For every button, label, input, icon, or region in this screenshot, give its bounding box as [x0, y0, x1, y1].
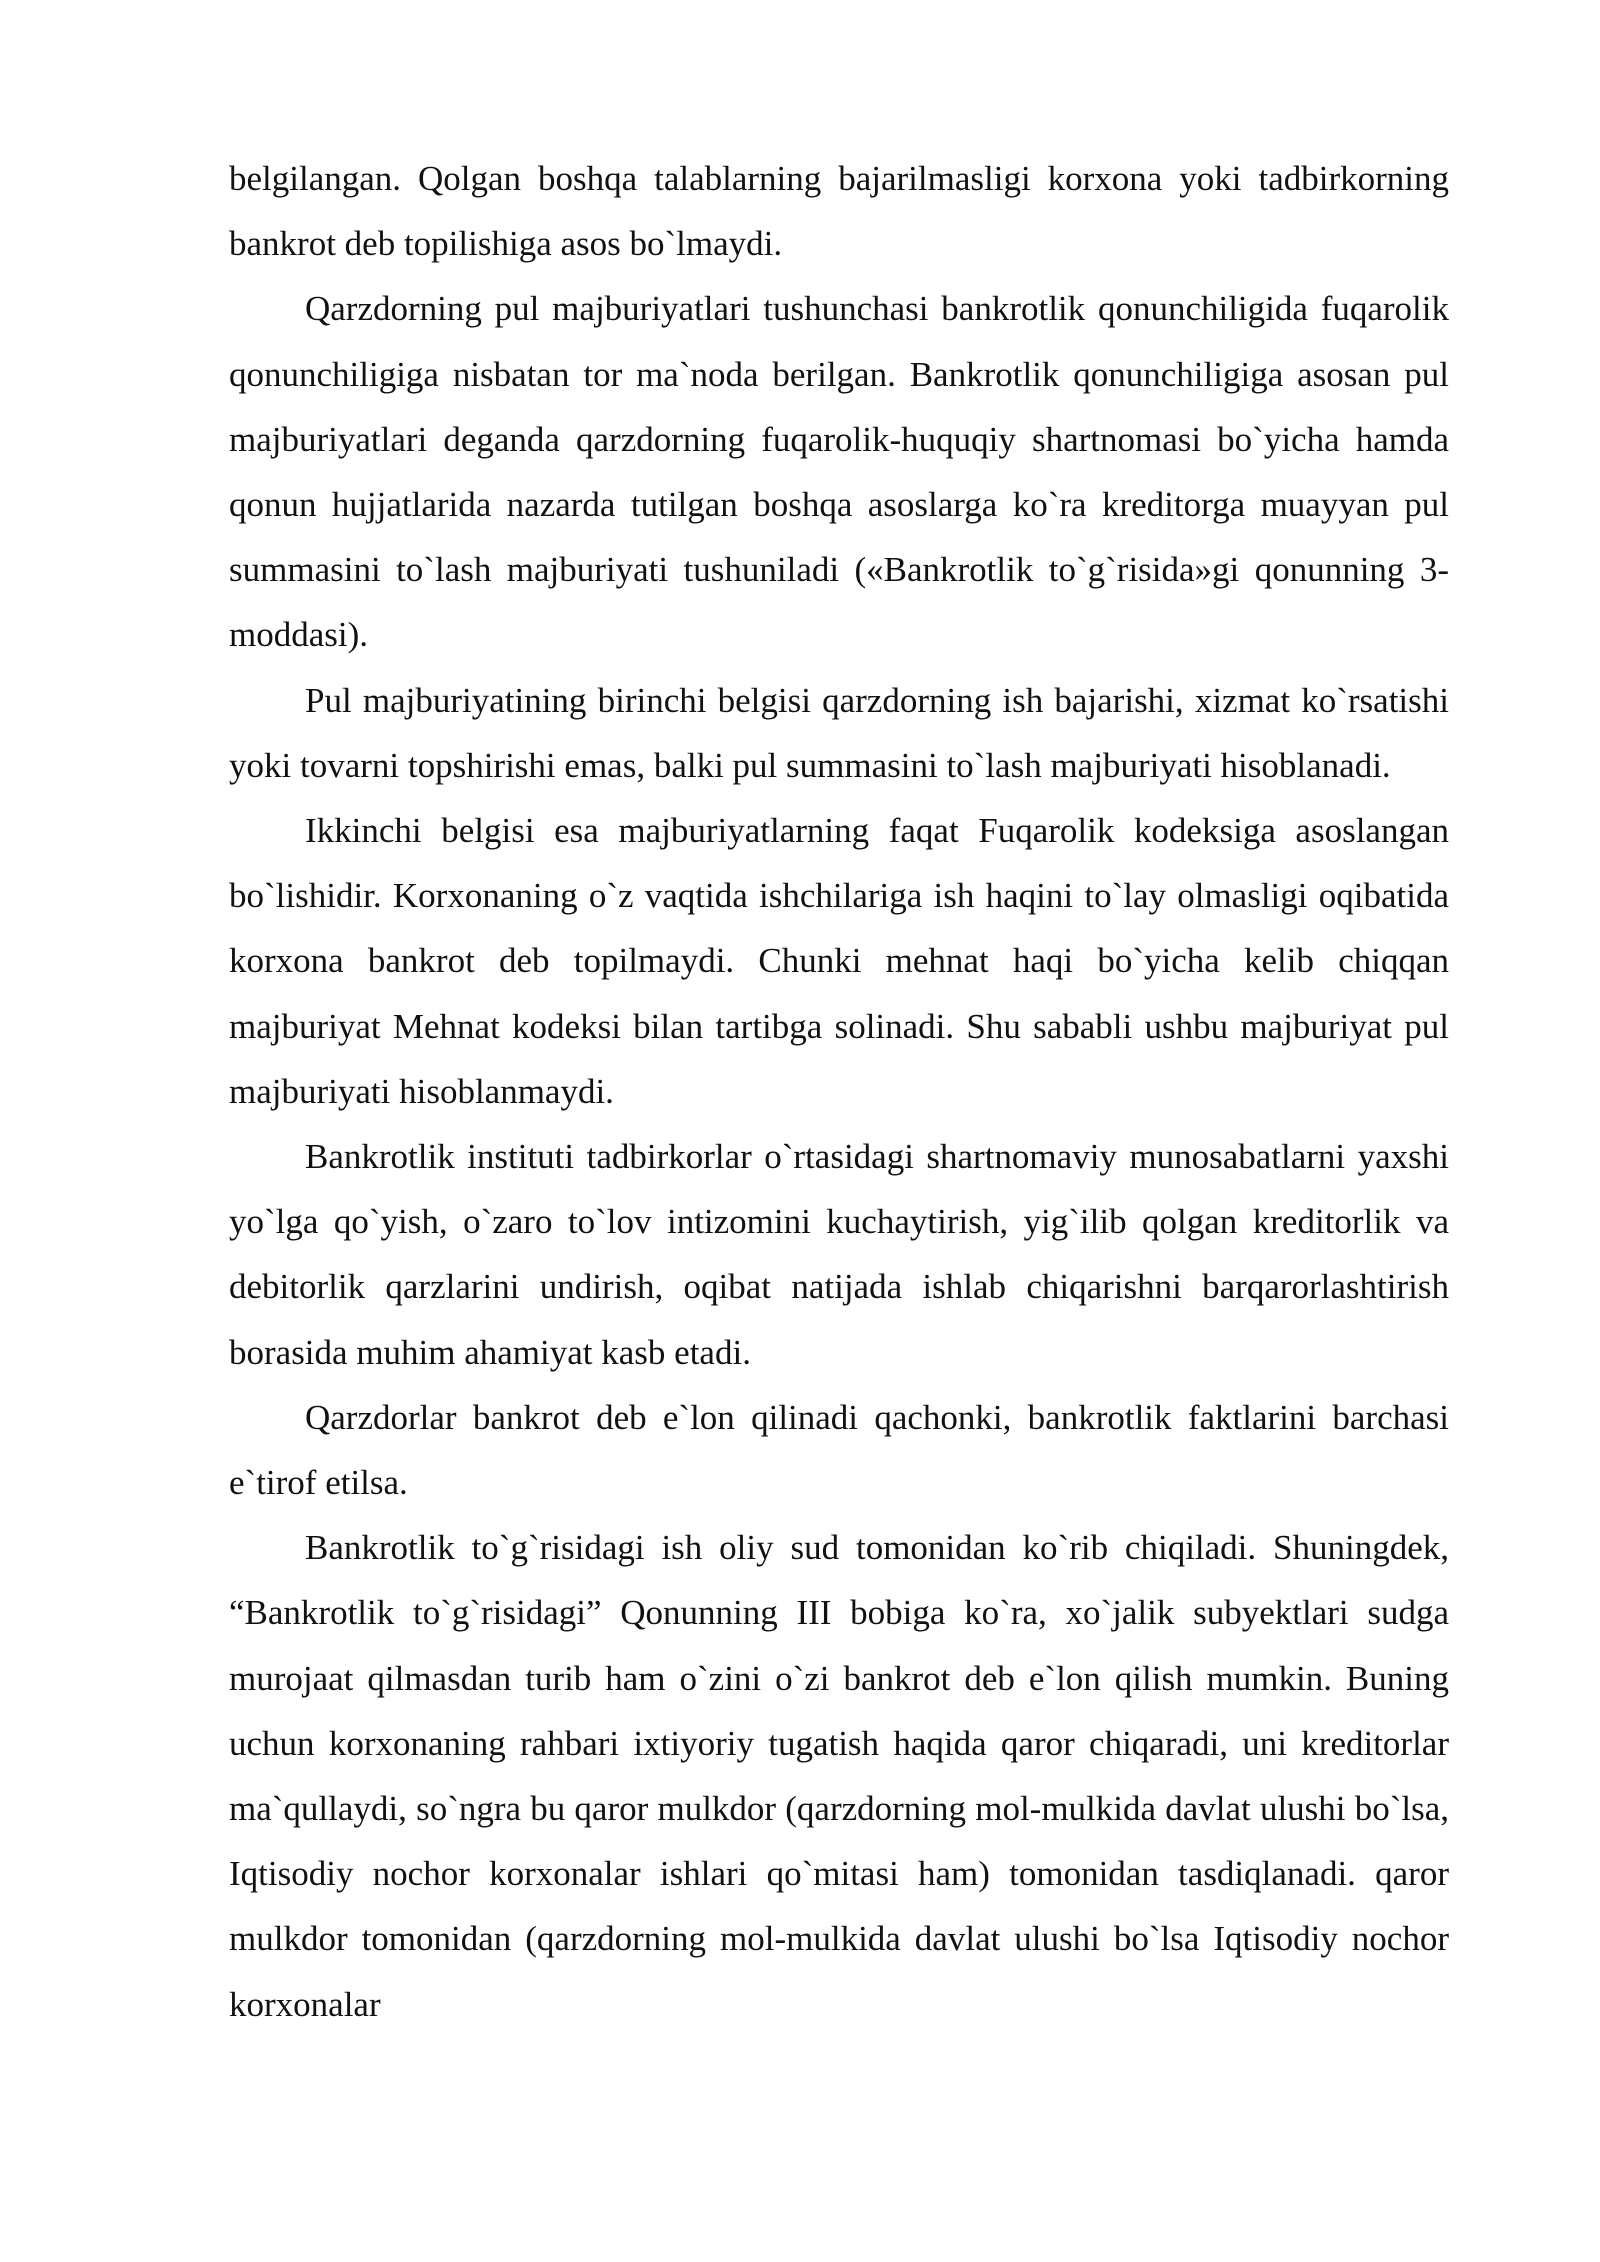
paragraph-oliy-sud: Bankrotlik to`g`risidagi ish oliy sud tomonidan ko`rib chiqiladi. Shuningdek, “Bankrotlik to`g`risidagi” Qonunning III bobiga ko`ra, xo`jalik subyektlari sudga murojaat qilmasdan turib ham o`zini o`zi bankrot deb e`lon qilish mumkin. Buning uchun korxonaning rahbari ixtiyoriy tugatish haqida qaror chiqaradi, uni kreditorlar ma`qullaydi, so`ngra bu qaror mulkdor (qarzdorning mol-mulkida davlat ulushi bo`lsa, Iqtisodiy nochor korxonalar ishlari qo`mitasi ham) tomonidan tasdiqlanadi. qaror mulkdor tomonidan (qarzdorning mol-mulkida davlat ulushi bo`lsa Iqtisodiy nochor korxonalar — [229, 1528, 1449, 2024]
paragraph-pul-majburiyatlari-tushunchasi: Qarzdorning pul majburiyatlari tushunchasi bankrotlik qonunchiligida fuqarolik qonunchiligiga nisbatan tor ma`noda berilgan. Bankrotlik qonunchiligiga asosan pul majburiyatlari deganda qarzdorning fuqarolik-huquqiy shartnomasi bo`yicha hamda qonun hujjatlarida nazarda tutilgan boshqa asoslarga ko`ra kreditorga muayyan pul summasini to`lash majburiyati tushuniladi («Bankrotlik to`g`risida»gi qonunning 3-moddasi). — [229, 289, 1449, 655]
paragraph-birinchi-belgi: Pul majburiyatining birinchi belgisi qarzdorning ish bajarishi, xizmat ko`rsatishi yoki tovarni topshirishi emas, balki pul summasini to`lash majburiyati hisoblanadi. — [229, 680, 1449, 785]
paragraph-qarzdorlar-bankrot: Qarzdorlar bankrot deb e`lon qilinadi qachonki, bankrotlik faktlarini barchasi e`tirof etilsa. — [229, 1397, 1449, 1503]
body-text — [229, 146, 1449, 2037]
paragraph-ikkinchi-belgi: Ikkinchi belgisi esa majburiyatlarning faqat Fuqarolik kodeksiga asoslangan bo`lishidir. Korxonaning o`z vaqtida ishchilariga ish haqini to`lay olmasligi oqibatida korxona bankrot deb topilmaydi. Chunki mehnat haqi bo`yicha kelib chiqqan majburiyat Mehnat kodeksi bilan tartibga solinadi. Shu sababli ushbu majburiyat pul majburiyati hisoblanmaydi. — [229, 811, 1449, 1111]
paragraph-bankrotlik-instituti: Bankrotlik instituti tadbirkorlar o`rtasidagi shartnomaviy munosabatlarni yaxshi yo`lga qo`yish, o`zaro to`lov intizomini kuchaytirish, yig`ilib qolgan kreditorlik va debitorlik qarzlarini undirish, oqibat natijada ishlab chiqarishni barqarorlashtirish borasida muhim ahamiyat kasb etadi. — [229, 1137, 1449, 1372]
paragraph-continuation: belgilangan. Qolgan boshqa talablarning bajarilmasligi korxona yoki tadbirkorning bankrot deb topilishiga asos bo`lmaydi. — [229, 159, 1449, 264]
